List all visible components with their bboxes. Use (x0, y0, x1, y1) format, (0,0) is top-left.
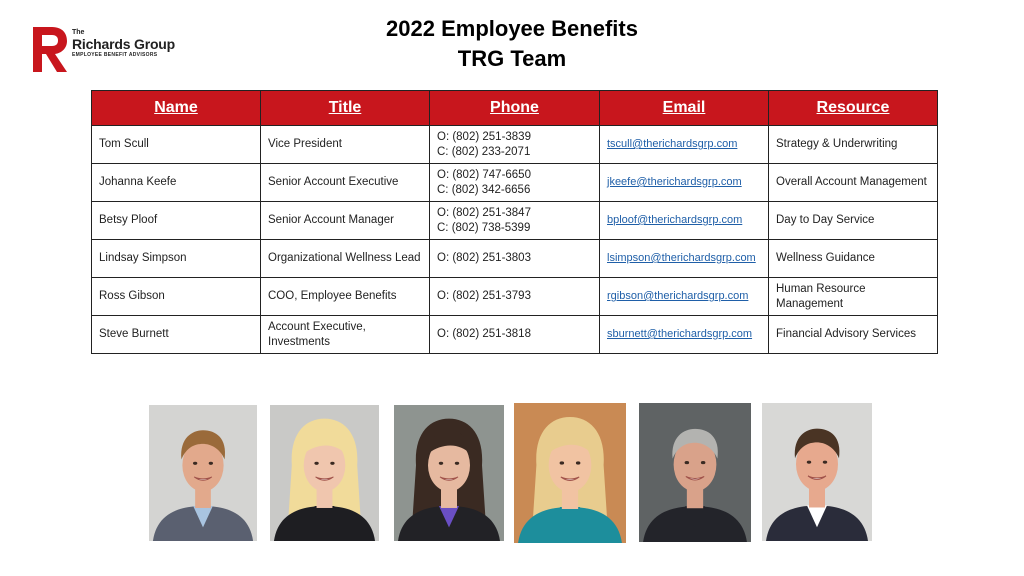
logo-name-text: Richards Group (72, 36, 175, 52)
email-link[interactable]: tscull@therichardsgrp.com (607, 138, 738, 150)
portrait-icon (270, 405, 379, 541)
email-link[interactable]: bploof@therichardsgrp.com (607, 214, 743, 226)
portrait-icon (514, 403, 626, 543)
cell-name: Johanna Keefe (92, 164, 261, 202)
table-row (92, 316, 938, 354)
phone-number: C: (802) 738-5399 (437, 221, 531, 234)
cell-title: Senior Account Executive (261, 164, 430, 202)
cell-name: Ross Gibson (92, 278, 261, 316)
phone-number: O: (802) 251-3839 (437, 130, 531, 143)
cell-title: Organizational Wellness Lead (261, 240, 430, 278)
cell-phone (430, 240, 600, 278)
cell-title: Account Executive, Investments (261, 316, 430, 354)
header-title: Title (261, 91, 430, 126)
phone-number: C: (802) 342-6656 (437, 183, 531, 196)
cell-name: Steve Burnett (92, 316, 261, 354)
cell-name: Tom Scull (92, 126, 261, 164)
team-table-body (92, 126, 938, 354)
team-member-photo (394, 405, 504, 541)
cell-resource: Human Resource Management (769, 278, 938, 316)
phone-number: O: (802) 251-3818 (437, 328, 531, 340)
phone-number: C: (802) 233-2071 (437, 145, 531, 158)
cell-resource: Strategy & Underwriting (769, 126, 938, 164)
team-table (91, 90, 938, 354)
cell-title: Senior Account Manager (261, 202, 430, 240)
portrait-icon (762, 403, 872, 541)
cell-resource: Day to Day Service (769, 202, 938, 240)
portrait-icon (149, 405, 257, 541)
cell-email (600, 126, 769, 164)
cell-email (600, 316, 769, 354)
phone-number: O: (802) 251-3847 (437, 206, 531, 219)
phone-number: O: (802) 251-3793 (437, 290, 531, 302)
cell-name: Betsy Ploof (92, 202, 261, 240)
page-title (0, 14, 1024, 74)
email-link[interactable]: sburnett@therichardsgrp.com (607, 328, 753, 340)
portrait-icon (394, 405, 504, 541)
cell-phone (430, 278, 600, 316)
team-member-photo (149, 405, 257, 541)
page-title-line-1: 2022 Employee Benefits (386, 16, 638, 41)
email-link[interactable]: rgibson@therichardsgrp.com (607, 290, 749, 302)
cell-phone (430, 164, 600, 202)
team-member-photo (514, 403, 626, 543)
cell-email (600, 202, 769, 240)
portrait-icon (639, 403, 751, 542)
logo-tagline-text: EMPLOYEE BENEFIT ADVISORS (72, 52, 158, 58)
cell-resource: Wellness Guidance (769, 240, 938, 278)
cell-email (600, 240, 769, 278)
table-header-row (92, 91, 938, 126)
cell-email (600, 164, 769, 202)
table-row (92, 240, 938, 278)
table-row (92, 164, 938, 202)
table-row (92, 278, 938, 316)
cell-name: Lindsay Simpson (92, 240, 261, 278)
phone-number: O: (802) 747-6650 (437, 168, 531, 181)
phone-number: O: (802) 251-3803 (437, 252, 531, 264)
cell-resource: Financial Advisory Services (769, 316, 938, 354)
team-member-photo (639, 403, 751, 542)
cell-phone (430, 126, 600, 164)
team-member-photo (762, 403, 872, 541)
header-name: Name (92, 91, 261, 126)
cell-title: COO, Employee Benefits (261, 278, 430, 316)
table-row (92, 126, 938, 164)
header-email: Email (600, 91, 769, 126)
cell-resource: Overall Account Management (769, 164, 938, 202)
email-link[interactable]: lsimpson@therichardsgrp.com (607, 252, 756, 264)
cell-title: Vice President (261, 126, 430, 164)
cell-phone (430, 202, 600, 240)
cell-email (600, 278, 769, 316)
team-member-photo (270, 405, 379, 541)
header-phone: Phone (430, 91, 600, 126)
header-resource: Resource (769, 91, 938, 126)
page-title-line-2: TRG Team (457, 46, 567, 71)
logo-the-text: The (72, 29, 85, 36)
cell-phone (430, 316, 600, 354)
table-row (92, 202, 938, 240)
email-link[interactable]: jkeefe@therichardsgrp.com (607, 176, 742, 188)
